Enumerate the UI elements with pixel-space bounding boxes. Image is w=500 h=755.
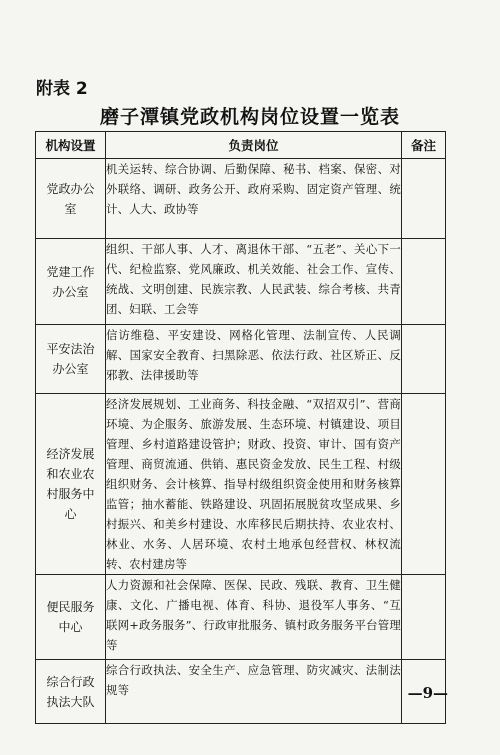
page-title: 磨子潭镇党政机构岗位设置一览表 [99,106,400,128]
note-cell [402,159,446,239]
department-name: 平安法治办公室 [46,342,95,376]
note-cell [402,325,446,394]
department-name: 党建工作办公室 [46,264,95,299]
department-cell [36,239,106,325]
note-cell [402,239,446,325]
table-row [36,394,446,575]
department-name: 综合行政执法大队 [46,674,95,709]
duties-cell: 人力资源和社会保障、医保、民政、残联、教育、卫生健康、文化、广播电视、体育、科协、退役军人事务、“互联网+政务服务”、行政审批服务、镇村政务服务平台管理等 [106,575,402,660]
duties-cell: 信访维稳、平安建设、网格化管理、法制宣传、人民调解、国家安全教育、扫黑除恶、依法行政、社区矫正、反邪教、法律援助等 [106,325,402,394]
duties-cell: 组织、干部人事、人才、离退休干部、“五老”、关心下一代、纪检监察、党风廉政、机关效能、社会工作、宣传、统战、文明创建、民族宗教、人民武装、综合考核、共青团、妇联、工会等 [106,239,402,325]
duties-cell: 经济发展规划、工业商务、科技金融、“双招双引”、营商环境、为企服务、旅游发展、生态环境、村镇建设、项目管理、乡村道路建设管护；财政、投资、审计、国有资产管理、商贸流通、供销、惠民资金发放、民生工程、村级组织财务、会计核算、指导村级组织资金使用和财务核算监管；抽水蓄能、铁路建设、巩固拓展脱贫攻坚成果、乡村振兴、和美乡村建设、水库移民后期扶持、农业农村、林业、水务、人居环境、农村土地承包经营权、林权流转、农村建房等 [106,394,402,575]
note-cell [402,394,446,575]
note-cell [402,575,446,660]
positions-table [35,131,446,724]
department-name: 党政办公室 [46,181,95,216]
table-row [36,159,446,239]
column-header-duties: 负责岗位 [106,132,402,159]
department-cell [36,575,106,660]
department-cell [36,394,106,575]
duties-cell: 机关运转、综合协调、后勤保障、秘书、档案、保密、对外联络、调研、政务公开、政府采购、固定资产管理、统计、人大、政协等 [106,159,402,239]
appendix-label: 附表 2 [36,79,88,99]
column-header-note: 备注 [402,132,446,159]
table-row [36,325,446,394]
department-cell [36,660,106,724]
department-name: 便民服务中心 [46,600,95,634]
department-cell [36,159,106,239]
column-header-department: 机构设置 [36,132,106,159]
department-name: 经济发展和农业农村服务中心 [46,447,95,521]
table-row [36,575,446,660]
page-number: —9— [407,684,448,702]
table-row [36,660,446,724]
department-cell [36,325,106,394]
table-row [36,239,446,325]
table-header-row [36,132,446,159]
duties-cell: 综合行政执法、安全生产、应急管理、防灾减灾、法制法规等 [106,660,402,724]
